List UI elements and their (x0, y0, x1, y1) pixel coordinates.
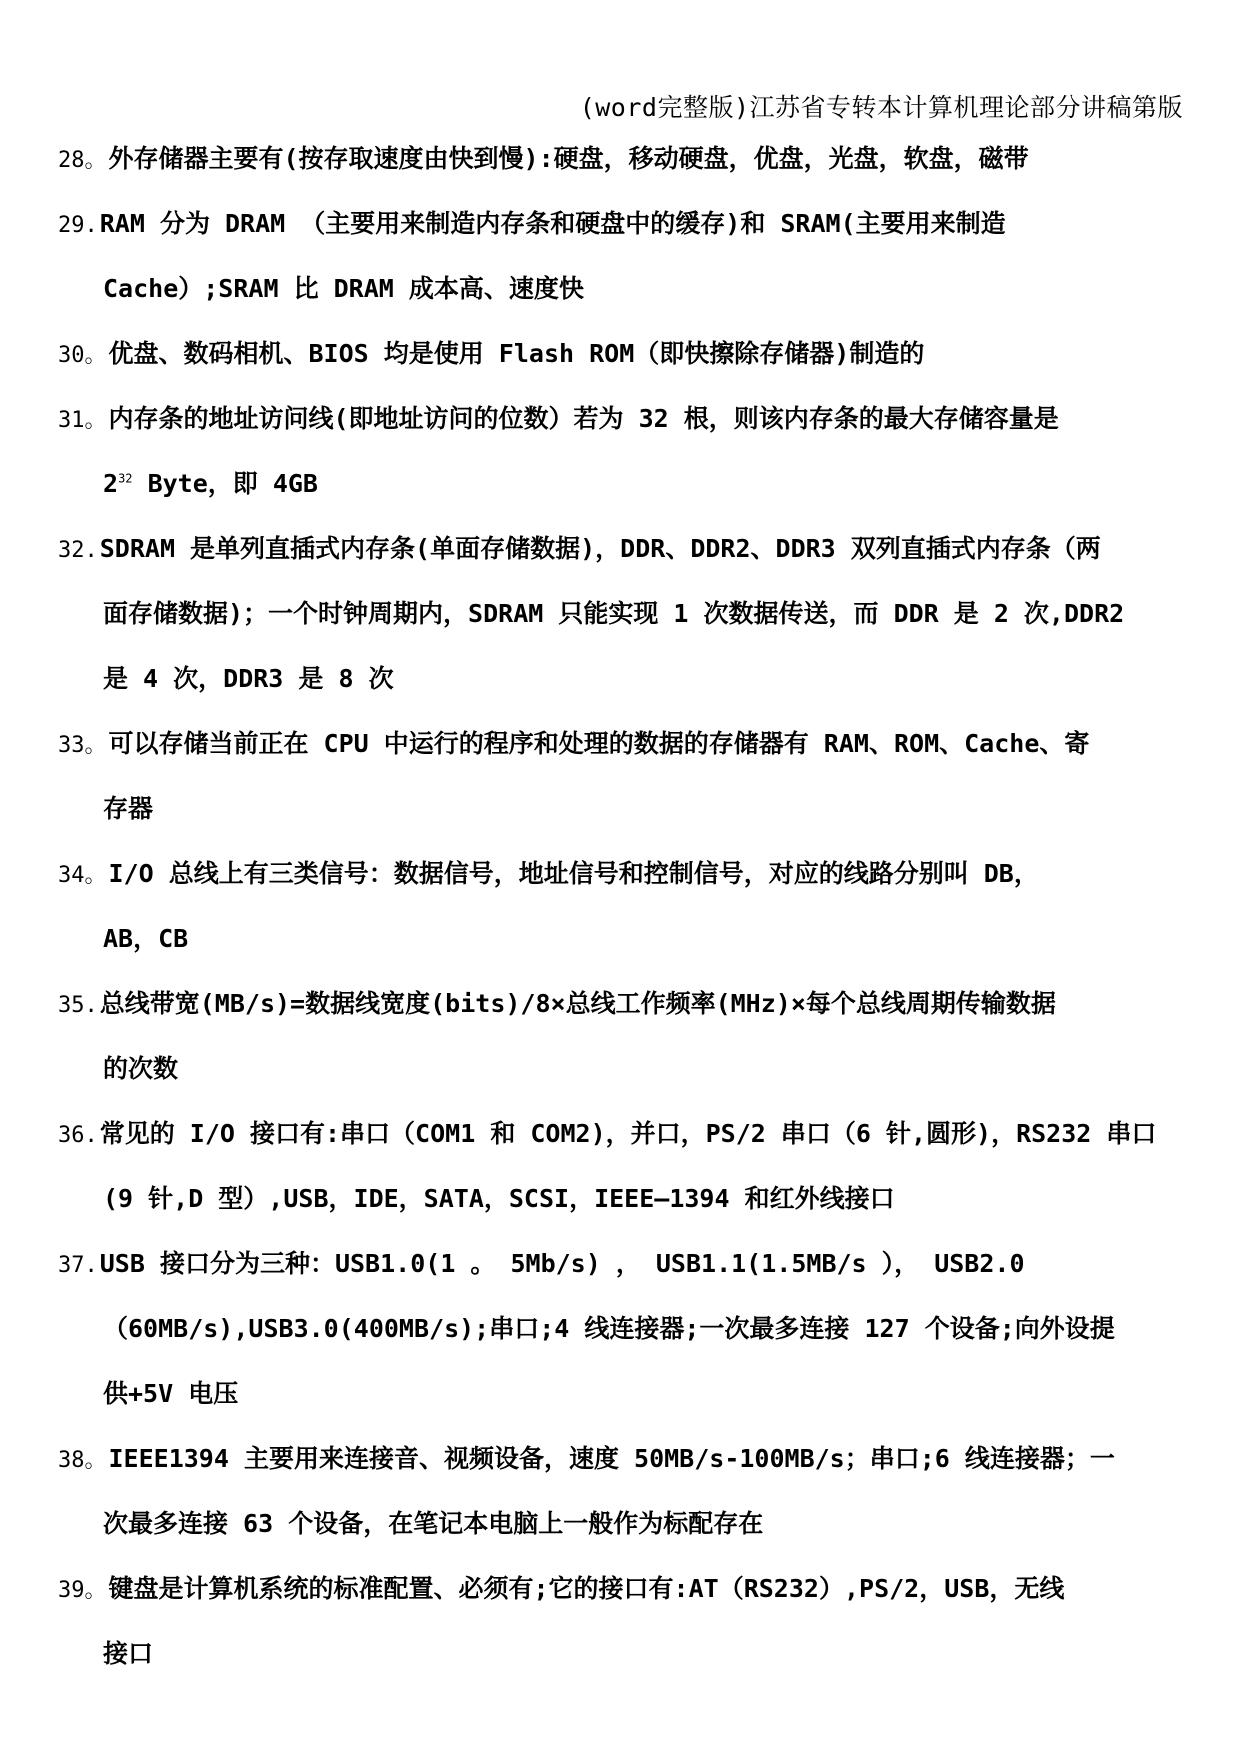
list-item-35 (58, 979, 1184, 1109)
list-item-34 (58, 849, 1184, 979)
item-text: 优盘、数码相机、BIOS 均是使用 Flash ROM（即快擦除存储器)制造的 (108, 339, 925, 368)
page-header: (word完整版)江苏省专转本计算机理论部分讲稿第版 (579, 93, 1183, 122)
item-number: 37. (58, 1253, 98, 1278)
item-line-continued: 面存储数据)；一个时钟周期内，SDRAM 只能实现 1 次数据传送，而 DDR 是 2 次,DDR2 (103, 599, 1125, 628)
item-number: 36. (58, 1123, 98, 1148)
item-line (58, 134, 1184, 199)
capacity-base: 2 (103, 469, 119, 498)
item-line (58, 719, 1184, 784)
item-number: 34。 (58, 863, 107, 888)
item-line (58, 394, 1184, 459)
item-line (58, 1564, 1184, 1629)
item-text: USB 接口分为三种：USB1.0(1 。 5Mb/s) ， USB1.1(1.5MB/s ）， USB2.0 (99, 1249, 1025, 1278)
list-item-33 (58, 719, 1184, 849)
item-number: 33。 (58, 733, 107, 758)
list-item-30 (58, 329, 1184, 394)
list-item-29 (58, 199, 1184, 329)
list-item-36 (58, 1109, 1184, 1239)
item-line-continued: Cache）;SRAM 比 DRAM 成本高、速度快 (103, 274, 584, 303)
list-item-28 (58, 134, 1184, 199)
item-text: 键盘是计算机系统的标准配置、必须有;它的接口有:AT（RS232）,PS/2，USB，无线 (108, 1574, 1065, 1603)
document-body (58, 134, 1184, 1694)
item-line-continued: （60MB/s),USB3.0(400MB/s);串口;4 线连接器;一次最多连接 127 个设备;向外设提 (103, 1314, 1115, 1343)
item-line-continued: (9 针,D 型）,USB，IDE，SATA，SCSI，IEEE—1394 和红外线接口 (103, 1184, 895, 1213)
capacity-exponent: 32 (118, 471, 133, 486)
item-text: RAM 分为 DRAM （主要用来制造内存条和硬盘中的缓存)和 SRAM(主要用来制造 (99, 209, 1006, 238)
item-number: 32. (58, 538, 98, 563)
list-item-32 (58, 524, 1184, 719)
item-line (58, 329, 1184, 394)
item-number: 30。 (58, 343, 107, 368)
list-item-31 (58, 394, 1184, 524)
item-line-continued (58, 459, 1184, 524)
item-text: 外存储器主要有(按存取速度由快到慢):硬盘，移动硬盘，优盘，光盘，软盘，磁带 (108, 144, 1029, 173)
item-number: 35. (58, 993, 98, 1018)
item-number: 29. (58, 213, 98, 238)
item-text: 可以存储当前正在 CPU 中运行的程序和处理的数据的存储器有 RAM、ROM、Cache、寄 (108, 729, 1090, 758)
item-text: 内存条的地址访问线(即地址访问的位数）若为 32 根，则该内存条的最大存储容量是 (108, 404, 1059, 433)
item-number: 38。 (58, 1448, 107, 1473)
capacity-rest: Byte，即 4GB (132, 469, 318, 498)
item-line-continued: 次最多连接 63 个设备，在笔记本电脑上一般作为标配存在 (103, 1509, 764, 1538)
item-line-continued: 接口 (103, 1639, 154, 1668)
item-text: 总线带宽(MB/s)=数据线宽度(bits)/8×总线工作频率(MHz)×每个总线周期传输数据 (99, 989, 1056, 1018)
item-line (58, 979, 1184, 1044)
item-line (58, 199, 1184, 264)
item-line (58, 849, 1184, 914)
item-number: 28。 (58, 148, 107, 173)
item-line-continued: 供+5V 电压 (103, 1379, 239, 1408)
list-item-38 (58, 1434, 1184, 1564)
item-text: IEEE1394 主要用来连接音、视频设备，速度 50MB/s-100MB/s；串口;6 线连接器；一 (108, 1444, 1115, 1473)
item-line-continued: 存器 (103, 794, 154, 823)
list-item-39 (58, 1564, 1184, 1694)
item-line-continued: 是 4 次，DDR3 是 8 次 (103, 664, 394, 693)
item-text: I/O 总线上有三类信号：数据信号，地址信号和控制信号，对应的线路分别叫 DB， (108, 859, 1039, 888)
item-line (58, 524, 1184, 589)
item-text: 常见的 I/O 接口有:串口（COM1 和 COM2)，并口，PS/2 串口（6 针,圆形)，RS232 串口 (99, 1119, 1157, 1148)
item-line (58, 1239, 1184, 1304)
item-number: 31。 (58, 408, 107, 433)
list-item-37 (58, 1239, 1184, 1434)
item-line-continued: 的次数 (103, 1054, 179, 1083)
item-text: SDRAM 是单列直插式内存条(单面存储数据)，DDR、DDR2、DDR3 双列直插式内存条（两 (99, 534, 1101, 563)
item-line-continued: AB，CB (103, 924, 189, 953)
item-number: 39。 (58, 1578, 107, 1603)
item-line (58, 1109, 1184, 1174)
item-line (58, 1434, 1184, 1499)
